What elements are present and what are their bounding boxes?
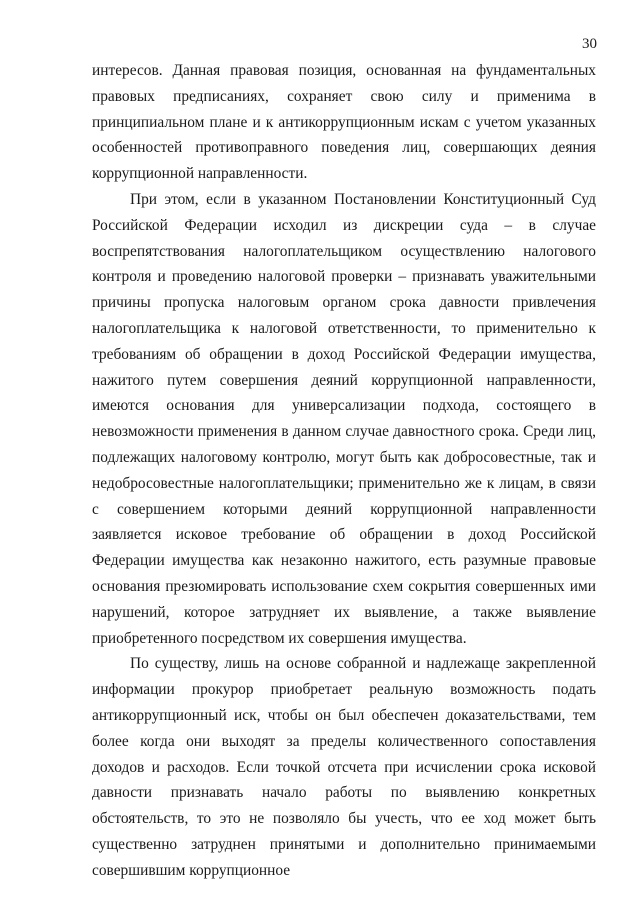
paragraph: По существу, лишь на основе собранной и надлежаще закрепленной информации прокурор приобретает реальную возможность подать антикоррупционный иск, чтобы он был обеспечен доказательствами, тем более когда они выходят за пределы количественного сопоставления доходов и расходов. Если точкой отсчета при исчислении срока исковой давности признавать начало работы по выявлению конкретных обстоятельств, то это не позволяло бы учесть, что ее ход может быть существенно затруднен принятыми и дополнительно принимаемыми совершившим коррупционное — [92, 655, 596, 879]
page-number: 30 — [582, 36, 597, 52]
paragraph: При этом, если в указанном Постановлении Конституционный Суд Российской Федерации исходил из дискреции суда – в случае воспрепятствования налогоплательщиком осуществлению налогового контроля и проведению налоговой проверки – признавать уважительными причины пропуска налоговым органом срока давности привлечения налогоплательщика к налоговой ответственности, то применительно к требованиям об обращении в доход Российской Федерации имущества, нажитого путем совершения деяний коррупционной направленности, имеются основания для универсализации подхода, состоящего в невозможности применения в данном случае давностного срока. Среди лиц, подлежащих налоговому контролю, могут быть как добросовестные, так и недобросовестные налогоплательщики; применительно же к лицам, в связи с совершением которыми деяний коррупционной направленности заявляется исковое требование об обращении в доход Российской Федерации имущества как незаконно нажитого, есть разумные правовые основания презюмировать использование схем сокрытия совершенных ими нарушений, которое затрудняет их выявление, а также выявление приобретенного посредством их совершения имущества. — [92, 190, 596, 647]
paragraph-continuation: интересов. Данная правовая позиция, основанная на фундаментальных правовых предписаниях, сохраняет свою силу и применима в принципиальном плане и к антикоррупционным искам с учетом указанных особенностей противоправного поведения лиц, совершающих деяния коррупционной направленности. — [92, 62, 596, 183]
document-body — [92, 58, 596, 884]
